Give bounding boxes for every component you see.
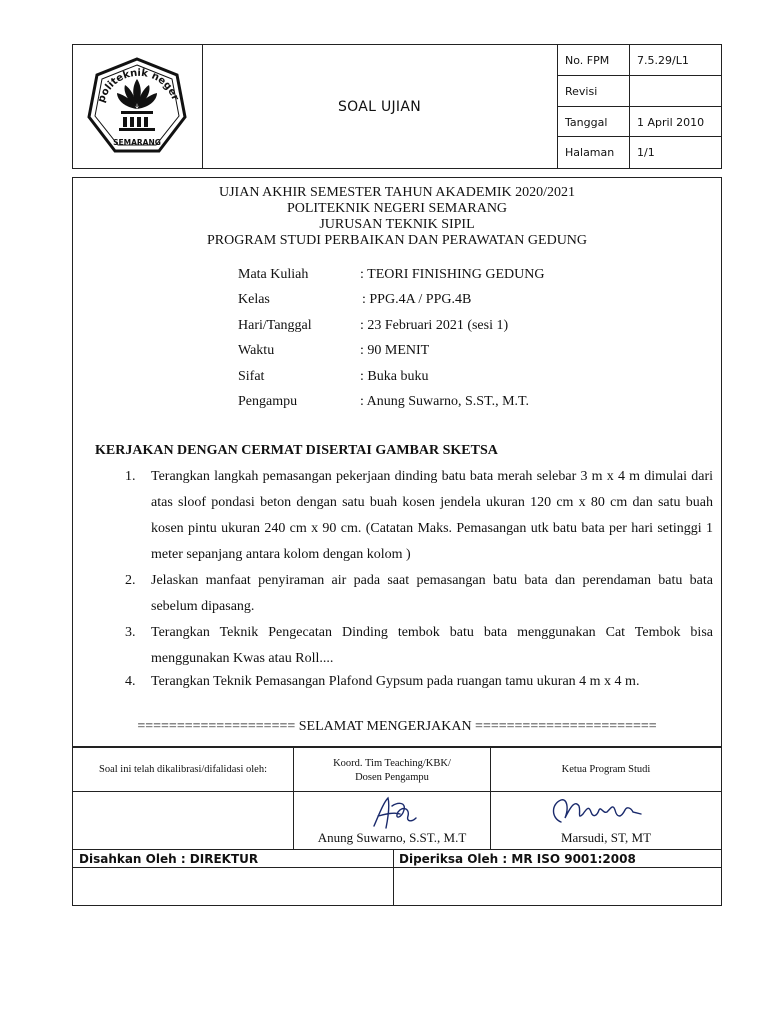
question-text: Terangkan langkah pemasangan pekerjaan dinding batu bata merah selebar 3 m x 4 m dimulai dari atas sloof pondasi beton dengan satu buah kosen jendela ukuran 120 cm x 80 cm dan satu buah kosen pintu ukuran 240 cm x 90 cm. (Catatan Maks. Pemasangan utk batu bata per hari setinggi 1 meter sepanjang antara kolom dengan kolom ) <box>151 469 713 562</box>
info-value: : PPG.4A / PPG.4B <box>362 292 472 307</box>
meta-key: Halaman <box>565 146 615 160</box>
meta-row <box>557 107 721 138</box>
closing-line: ==================== SELAMAT MENGERJAKAN ======================= <box>137 719 657 734</box>
meta-key: Tanggal <box>565 115 608 129</box>
info-value: : Anung Suwarno, S.ST., M.T. <box>360 394 530 409</box>
approval-footer <box>72 850 722 906</box>
approval-empty-cell <box>73 868 394 906</box>
logo-text-bottom: SEMARANG <box>113 138 161 147</box>
polines-logo <box>73 45 202 168</box>
meta-key: No. FPM <box>565 54 610 67</box>
exam-heading: PROGRAM STUDI PERBAIKAN DAN PERAWATAN GEDUNG <box>206 233 588 248</box>
koord-title: Koord. Tim Teaching/KBK/ <box>333 758 451 769</box>
question-number: 2. <box>125 573 136 588</box>
exam-heading: JURUSAN TEKNIK SIPIL <box>319 217 475 232</box>
question-number: 3. <box>125 625 136 640</box>
question-number: 4. <box>125 674 136 689</box>
meta-key: Revisi <box>565 84 598 98</box>
question-text: Terangkan Teknik Pemasangan Plafond Gypsum pada ruangan tamu ukuran 4 m x 4 m. <box>151 674 640 689</box>
logo-text-top: politeknik neger <box>96 67 181 105</box>
info-label: Mata Kuliah <box>238 267 309 282</box>
signature-table <box>72 747 722 850</box>
question-item <box>125 620 713 672</box>
form-header <box>72 44 722 169</box>
checked-by: Diperiksa Oleh : MR ISO 9001:2008 <box>399 852 636 866</box>
signer-name-right: Marsudi, ST, MT <box>560 830 652 845</box>
logo-cell <box>73 45 203 168</box>
question-text: Terangkan Teknik Pengecatan Dinding tembok batu bata menggunakan Cat Tembok bisa menggunakan Kwas atau Roll.... <box>151 625 713 666</box>
info-label: Pengampu <box>238 394 298 409</box>
question-item <box>125 568 713 620</box>
exam-heading: UJIAN AKHIR SEMESTER TAHUN AKADEMIK 2020/2021 <box>218 185 575 200</box>
question-item <box>125 669 713 695</box>
calibration-label: Soal ini telah dikalibrasi/difalidasi oleh: <box>73 748 294 792</box>
info-label: Kelas <box>238 292 270 307</box>
koord-signature-cell <box>294 792 491 849</box>
info-label: Sifat <box>238 369 265 384</box>
meta-row <box>557 76 721 107</box>
question-number: 1. <box>125 469 136 484</box>
exam-body <box>72 177 722 747</box>
info-label: Hari/Tanggal <box>238 318 312 333</box>
meta-value: 1/1 <box>637 146 655 160</box>
info-label: Waktu <box>238 343 275 358</box>
approval-header-row <box>73 850 721 868</box>
approved-by: Disahkan Oleh : DIREKTUR <box>79 852 259 866</box>
info-value: : Buka buku <box>360 369 429 384</box>
koord-subtitle: Dosen Pengampu <box>355 772 429 783</box>
info-value: : 23 Februari 2021 (sesi 1) <box>360 318 509 333</box>
ketua-label: Ketua Program Studi <box>491 748 721 792</box>
signature-mark-right <box>541 792 661 832</box>
ketua-signature-cell <box>491 792 721 849</box>
info-value: : 90 MENIT <box>360 343 430 358</box>
signer-name-left: Anung Suwarno, S.ST., M.T <box>317 830 467 845</box>
exam-heading: POLITEKNIK NEGERI SEMARANG <box>286 201 508 216</box>
info-value: : TEORI FINISHING GEDUNG <box>360 267 545 282</box>
meta-row <box>557 45 721 76</box>
meta-value: 1 April 2010 <box>637 115 705 129</box>
empty-signature-cell <box>73 792 294 849</box>
question-item <box>125 464 713 568</box>
meta-table <box>557 45 721 168</box>
question-text: Jelaskan manfaat penyiraman air pada saat pemasangan batu bata dan perendaman batu bata sebelum dipasang. <box>151 573 713 614</box>
meta-value: 7.5.29/L1 <box>637 54 689 67</box>
document-title: SOAL UJIAN <box>202 45 558 168</box>
instruction: KERJAKAN DENGAN CERMAT DISERTAI GAMBAR SKETSA <box>95 443 498 458</box>
signature-mark-left <box>364 792 424 834</box>
koord-cell <box>294 748 491 792</box>
meta-row <box>557 137 721 168</box>
